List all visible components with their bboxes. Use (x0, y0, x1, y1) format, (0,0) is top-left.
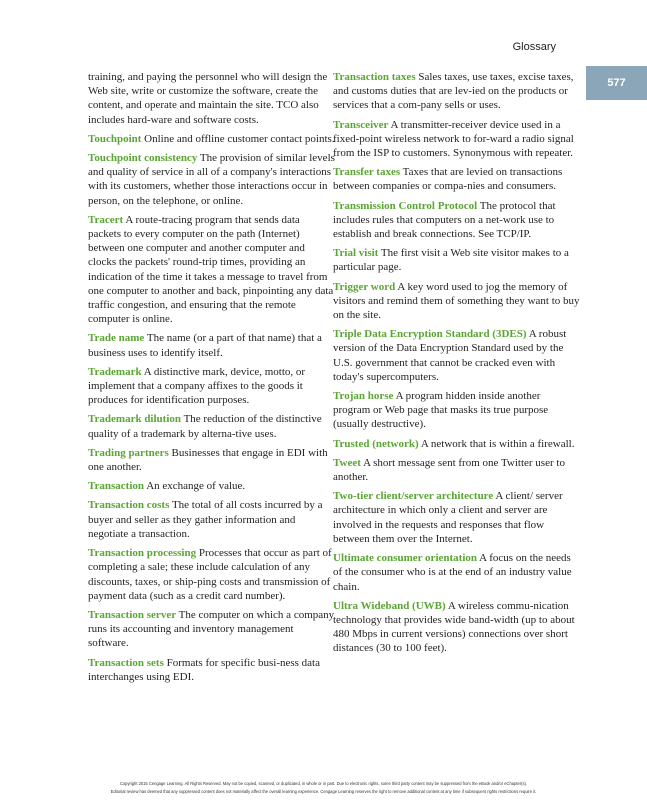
glossary-term: Transaction sets (88, 656, 164, 669)
glossary-definition: A route-tracing program that sends data packets to every computer on the path (Internet) between one computer and another computer and clocks the packets' round-trip times, providing an indication of the time it takes a message to travel from one computer to another and back, pinpointing any data traffic congestion, and ensuring that the remote computer is online. (88, 213, 334, 326)
glossary-term: Transaction processing (88, 547, 197, 560)
glossary-term: Trigger word (333, 280, 396, 293)
glossary-entry (333, 118, 580, 161)
glossary-term: Trial visit (333, 247, 379, 260)
glossary-definition: A distinctive mark, device, motto, or implement that a company affixes to the goods it produces for identification purposes. (88, 365, 306, 407)
glossary-entry (333, 389, 580, 432)
glossary-entry (88, 151, 335, 208)
glossary-entry (88, 479, 335, 493)
glossary-definition: A network that is within a firewall. (420, 437, 575, 450)
glossary-term: Tracert (88, 213, 124, 226)
glossary-definition: Processes that occur as part of completing a sale; these include calculation of any discounts, taxes, or ship-ping costs and transmission of payment data (such as a credit card number). (88, 547, 332, 602)
glossary-definition: A robust version of the Data Encryption Standard used by the U.S. government that cannot be cracked even with today's supercomputers. (333, 328, 567, 383)
glossary-entry (88, 331, 335, 359)
glossary-term: Trademark (88, 365, 142, 378)
glossary-entry (88, 365, 335, 408)
glossary-term: Ultimate consumer orientation (333, 552, 477, 565)
glossary-entry (333, 327, 580, 384)
glossary-term: Trojan horse (333, 390, 394, 403)
glossary-entry (88, 546, 335, 603)
glossary-entry (333, 165, 580, 193)
glossary-term: Triple Data Encryption Standard (3DES) (333, 328, 527, 341)
glossary-definition: Taxes that are levied on transactions between companies or compa-nies and consumers. (333, 166, 563, 193)
page-number-tab (586, 66, 647, 100)
glossary-term: Touchpoint consistency (88, 152, 198, 165)
glossary-entry (333, 437, 580, 451)
left-column (88, 70, 335, 689)
glossary-term: Trading partners (88, 446, 169, 459)
glossary-definition: Online and offline customer contact points. (144, 132, 335, 145)
glossary-definition: A short message sent from one Twitter user to another. (333, 456, 565, 484)
glossary-definition: The first visit a Web site visitor makes to a particular page. (333, 247, 569, 274)
glossary-definition: A focus on the needs of the consumer who is at the end of an industry value chain. (333, 552, 572, 593)
glossary-term: Transceiver (333, 118, 389, 131)
glossary-definition: A transmitter-receiver device used in a fixed-point wireless network to for-ward a radio signal from the ISP to customers. Synonymous with repeater. (333, 118, 574, 160)
glossary-definition: Sales taxes, use taxes, excise taxes, and customs duties that are lev-ied on the products or services that a com-pany sells or uses. (333, 71, 574, 112)
glossary-term: Trusted (network) (333, 437, 419, 450)
glossary-entry (333, 489, 580, 546)
running-header-title: Glossary (512, 41, 556, 53)
copyright-notice: Copyright 2015 Cengage Learning. All Rights Reserved. May not be copied, scanned, or duplicated, in whole or in part. Due to electronic rights, some third party content may be suppressed from the eBook and/or eChapter(s). (119, 781, 528, 786)
glossary-definition: The provision of similar levels and quality of service in all of a company's interactions with its customers, whether those interactions occur in person, on the telephone, or online. (88, 152, 335, 207)
glossary-definition: Formats for specific busi-ness data interchanges using EDI. (88, 656, 320, 683)
glossary-entry (333, 70, 580, 113)
glossary-term: Tweet (333, 456, 361, 469)
glossary-term: Trade name (88, 332, 145, 345)
glossary-definition: The total of all costs incurred by a buyer and seller as they gather information and negotiate a transaction. (88, 499, 323, 540)
glossary-entry (88, 498, 335, 541)
glossary-definition: A program hidden inside another program or Web page that masks its true purpose (usually destructive). (333, 390, 549, 431)
glossary-entry (88, 608, 335, 651)
glossary-entry (333, 199, 580, 242)
glossary-term: Transaction (88, 480, 145, 493)
glossary-entry (333, 246, 580, 274)
glossary-definition: Businesses that engage in EDI with one another. (88, 446, 328, 474)
glossary-definition: A client/ server architecture in which only a client and server are involved in the requests and responses that flow between them over the Internet. (333, 490, 563, 545)
glossary-entry (88, 656, 335, 684)
glossary-entry (333, 551, 580, 594)
glossary-entry (88, 412, 335, 440)
glossary-definition: The protocol that includes rules that computers on a net-work use to establish and break connections. See TCP/IP. (333, 199, 556, 241)
glossary-term: Transmission Control Protocol (333, 199, 478, 212)
glossary-term: Transaction server (88, 608, 177, 621)
page-number: 577 (607, 77, 626, 89)
glossary-entry (88, 446, 335, 474)
editorial-notice: Editorial review has deemed that any suppressed content does not materially affect the overall learning experience. Cengage Learning reserves the right to remove additional content at any time if subsequent rights restrictions require it. (110, 789, 537, 794)
glossary-entry (333, 280, 580, 323)
continued-definition: training, and paying the personnel who will design the Web site, write or customize the software, create the content, and operate and maintain the site. TCO also includes hard-ware and software costs. (88, 71, 328, 126)
glossary-entry (333, 456, 580, 484)
glossary-definition: A key word used to jog the memory of visitors and remind them of something they want to buy on the site. (333, 280, 580, 322)
glossary-term: Trademark dilution (88, 413, 182, 426)
right-column (333, 70, 580, 661)
glossary-term: Transaction costs (88, 499, 170, 512)
glossary-term: Transfer taxes (333, 166, 401, 179)
glossary-entry (333, 599, 580, 656)
glossary-definition: An exchange of value. (146, 480, 246, 493)
glossary-definition: The reduction of the distinctive quality of a trademark by alterna-tive uses. (88, 413, 322, 440)
glossary-definition: The name (or a part of that name) that a business uses to identify itself. (88, 332, 322, 359)
glossary-entry (88, 213, 335, 327)
glossary-term: Transaction taxes (333, 71, 416, 83)
glossary-term: Two-tier client/server architecture (333, 490, 494, 503)
glossary-entry (88, 132, 335, 146)
glossary-definition: A wireless commu-nication technology that provides wide band-width (up to about 480 Mbps in current versions) connections over short distances (30 to 100 feet). (333, 599, 575, 655)
glossary-term: Ultra Wideband (UWB) (333, 599, 446, 612)
glossary-definition: The computer on which a company runs its accounting and inventory management software. (88, 608, 335, 650)
glossary-term: Touchpoint (88, 132, 142, 145)
